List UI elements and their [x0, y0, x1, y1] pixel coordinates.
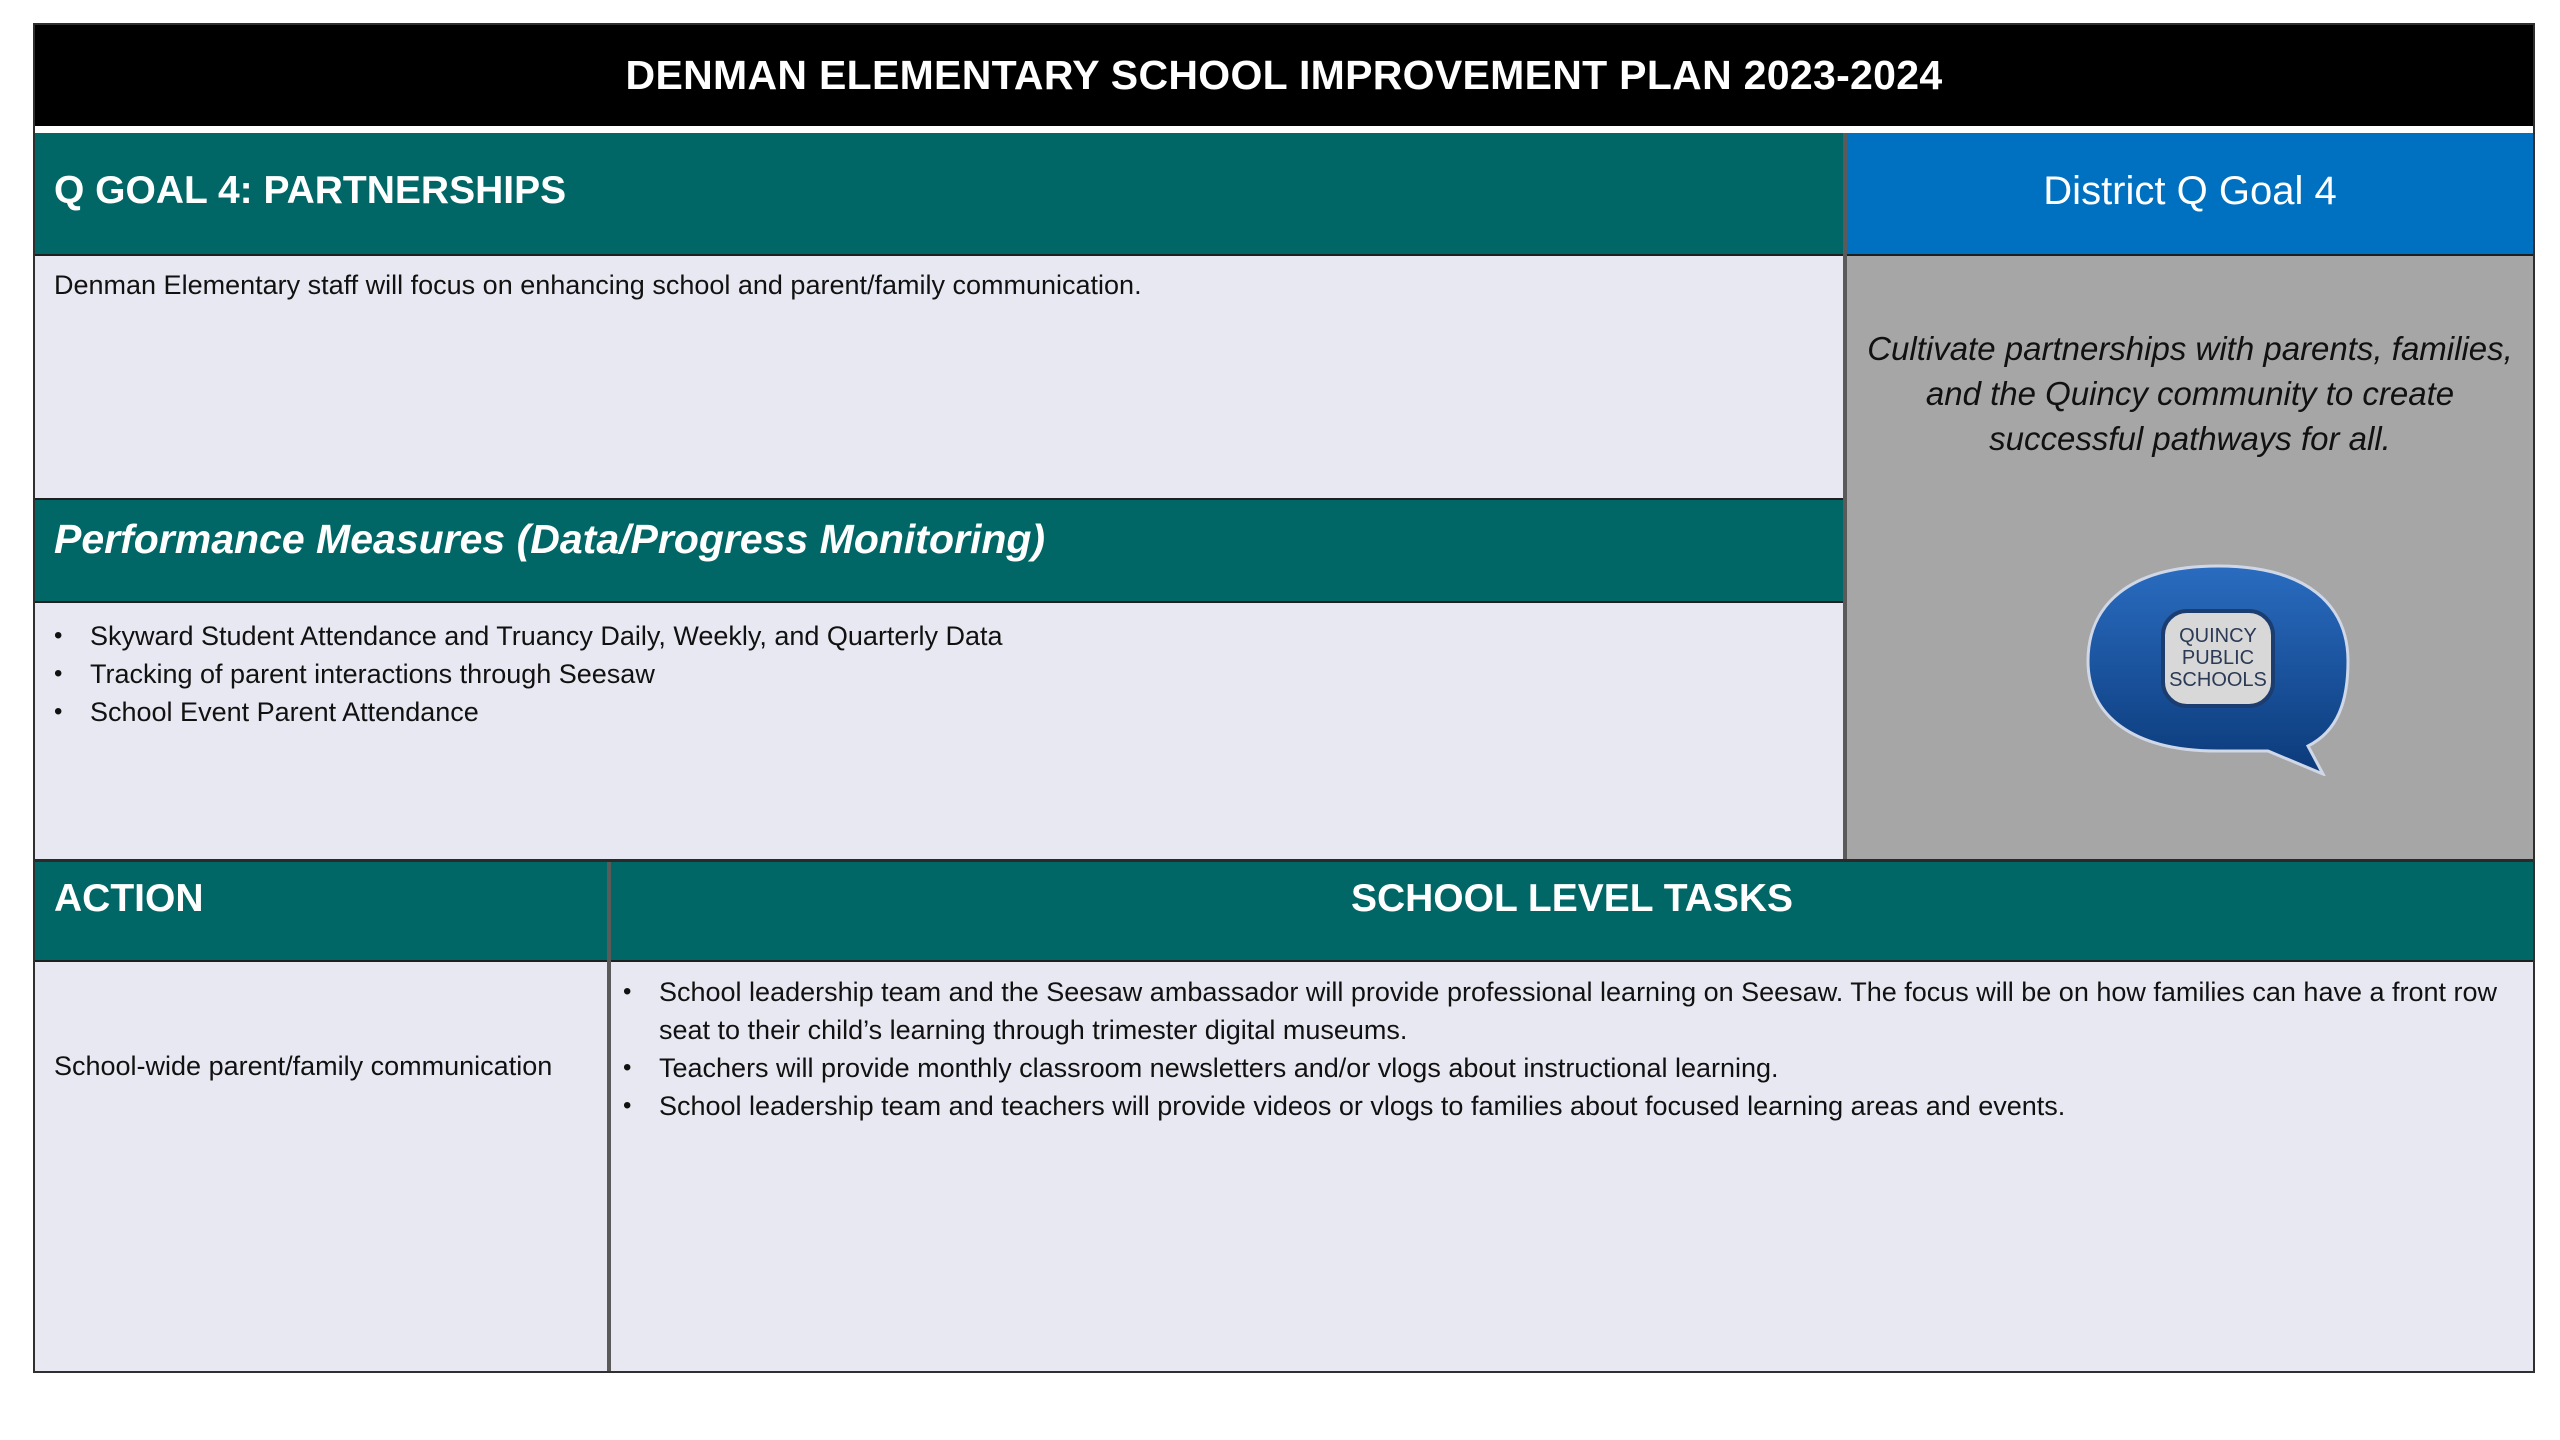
performance-measures-header: Performance Measures (Data/Progress Monitoring) — [35, 500, 1843, 603]
logo-line-quincy: QUINCY — [2179, 625, 2257, 647]
list-item: • School Event Parent Attendance — [90, 693, 1843, 731]
logo-line-schools: SCHOOLS — [2169, 669, 2267, 691]
page-title: DENMAN ELEMENTARY SCHOOL IMPROVEMENT PLAN 2023-2024 — [35, 25, 2533, 126]
school-level-tasks-list — [611, 962, 2533, 1125]
goal-description: Denman Elementary staff will focus on enhancing school and parent/family communication. — [35, 256, 1843, 500]
quincy-public-schools-logo — [2068, 556, 2368, 776]
logo-line-public: PUBLIC — [2181, 647, 2255, 669]
school-level-tasks-header: SCHOOL LEVEL TASKS — [611, 862, 2533, 962]
district-goal-quote: Cultivate partnerships with parents, families, and the Quincy community to create successful pathways for all. — [1867, 330, 2513, 457]
title-divider — [35, 126, 2533, 133]
list-item: • Teachers will provide monthly classroom newsletters and/or vlogs about instructional learning. — [659, 1049, 2503, 1087]
performance-measures-list — [35, 603, 1843, 859]
action-description: School-wide parent/family communication — [54, 1051, 553, 1081]
improvement-plan-sheet — [33, 23, 2535, 1373]
action-header: ACTION — [35, 862, 607, 962]
list-item: • Skyward Student Attendance and Truancy Daily, Weekly, and Quarterly Data — [90, 617, 1843, 655]
list-item: • School leadership team and teachers will provide videos or vlogs to families about focused learning areas and events. — [659, 1087, 2503, 1125]
district-goal-header: District Q Goal 4 — [1847, 133, 2533, 256]
district-goal-panel — [1847, 256, 2533, 859]
list-item: • Tracking of parent interactions through Seesaw — [90, 655, 1843, 693]
list-item: • School leadership team and the Seesaw ambassador will provide professional learning on Seesaw. The focus will be on how families can have a front row seat to their child’s learning through trimester digital museums. — [659, 973, 2503, 1049]
goal-header: Q GOAL 4: PARTNERSHIPS — [35, 133, 1845, 256]
